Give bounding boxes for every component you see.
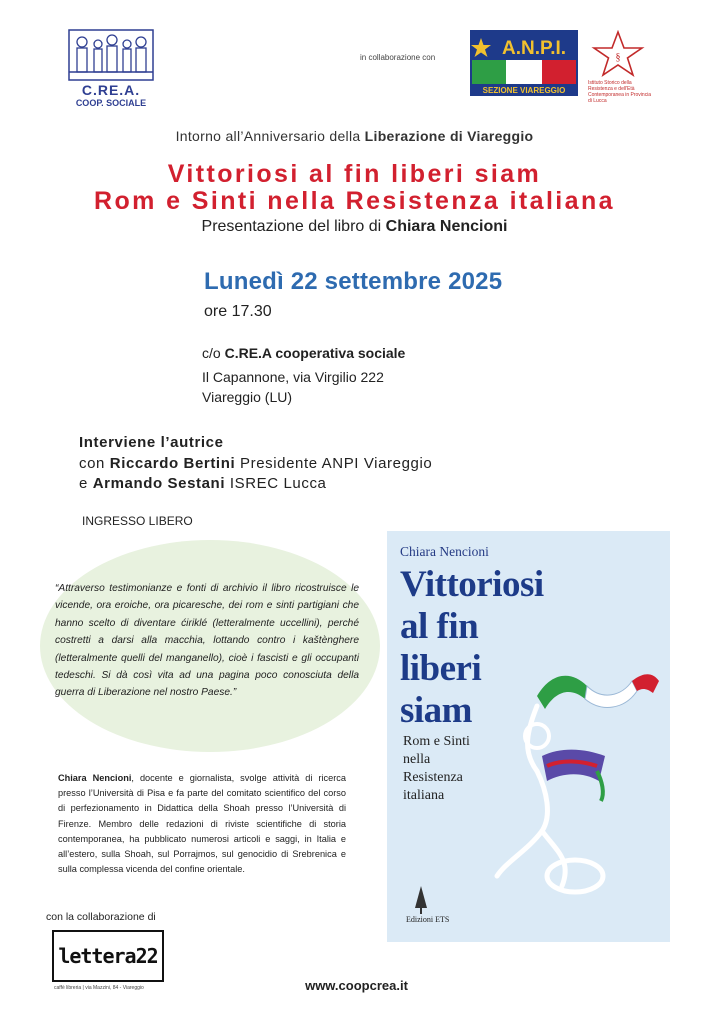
author-bio: Chiara Nencioni, docente e giornalista, svolge attività di ricerca presso l’Università di Pisa e fa parte del comitato scientifico del corso di perfezionamento in Didattica della Shoah presso l’Università di Firenze. Membro delle redazioni di riviste scientifiche di storia contemporanea, ha pubblicato numerosi articoli e saggi, in Italia e all’estero, sulla Shoah, sul Porrajmos, sul genocidio di Srebrenica e sulla complessa vicenda del confine orientale. <box>58 773 346 875</box>
website-link[interactable]: www.coopcrea.it <box>305 978 408 993</box>
presentation-line: Presentazione del libro di Chiara Nencioni <box>201 218 508 235</box>
book-author: Chiara Nencioni <box>400 544 489 559</box>
event-title-line2: Rom e Sinti nella Resistenza italiana <box>94 187 615 215</box>
anpi-section: SEZIONE VIAREGGIO <box>482 86 566 95</box>
crea-subtitle: COOP. SOCIALE <box>75 98 147 108</box>
collaboration-label: in collaborazione con <box>360 53 436 62</box>
book-subtitle-line: Rom e Sinti <box>403 734 470 749</box>
lettera22-logo <box>52 930 164 982</box>
book-publisher: Edizioni ETS <box>406 915 450 924</box>
isrec-name: Istituto Storico della Resistenza e dell'Età Contemporanea in Provincia di Lucca <box>588 80 652 104</box>
book-title-line: Vittoriosi <box>400 564 544 605</box>
anpi-name: A.N.P.I. <box>501 38 567 59</box>
svg-text:§: § <box>615 52 621 63</box>
event-time: ore 17.30 <box>204 303 272 320</box>
book-subtitle-line: nella <box>403 752 431 767</box>
book-title-line: siam <box>400 690 472 731</box>
venue-name: c/o C.RE.A cooperativa sociale <box>202 345 406 361</box>
lettera22-logo-text: lettera22 <box>58 944 158 968</box>
book-quote: “Attraverso testimonianze e fonti di archivio il libro ricostruisce le vicende, ora eroiche, ora picaresche, dei rom e sinti partigiani che hanno scelto di diventare ćiriklé (letteralmente uccellini), perché costretti a darsi alla macchia, lottando contro i kaštènghere (letteralmente quelli del manganello), cioè i fascisti e gli occupanti tedeschi. Si dà così vita ad una pagina poco conosciuta della guerra di Liberazione nel nostro Paese.” <box>55 583 359 699</box>
book-subtitle <box>403 733 513 805</box>
anniversary-intro: Intorno all’Anniversario della Liberazione di Viareggio <box>175 128 534 144</box>
crea-name: C.RE.A. <box>81 82 141 98</box>
collaboration-footer-label: con la collaborazione di <box>46 911 156 923</box>
book-title-line: al fin <box>400 606 479 647</box>
event-date: Lunedì 22 settembre 2025 <box>204 268 503 295</box>
book-subtitle-line: italiana <box>403 788 445 803</box>
speaker-bertini: con Riccardo Bertini Presidente ANPI Viareggio <box>79 455 433 472</box>
free-entry: INGRESSO LIBERO <box>82 514 193 528</box>
anpi-logo <box>470 30 578 96</box>
venue-city: Viareggio (LU) <box>202 389 293 405</box>
speaker-author: Interviene l’autrice <box>79 434 224 451</box>
book-title-line: liberi <box>400 648 482 689</box>
book-title <box>400 564 600 732</box>
speaker-sestani: e Armando Sestani ISREC Lucca <box>79 475 327 492</box>
isrec-star-icon <box>590 30 646 78</box>
event-title-line1: Vittoriosi al fin liberi siam <box>167 160 542 188</box>
book-subtitle-line: Resistenza <box>403 770 463 785</box>
lettera22-address: caffè libreria | via Mazzini, 84 - Viareggio <box>54 985 144 991</box>
venue-address: Il Capannone, via Virgilio 222 <box>202 369 384 385</box>
